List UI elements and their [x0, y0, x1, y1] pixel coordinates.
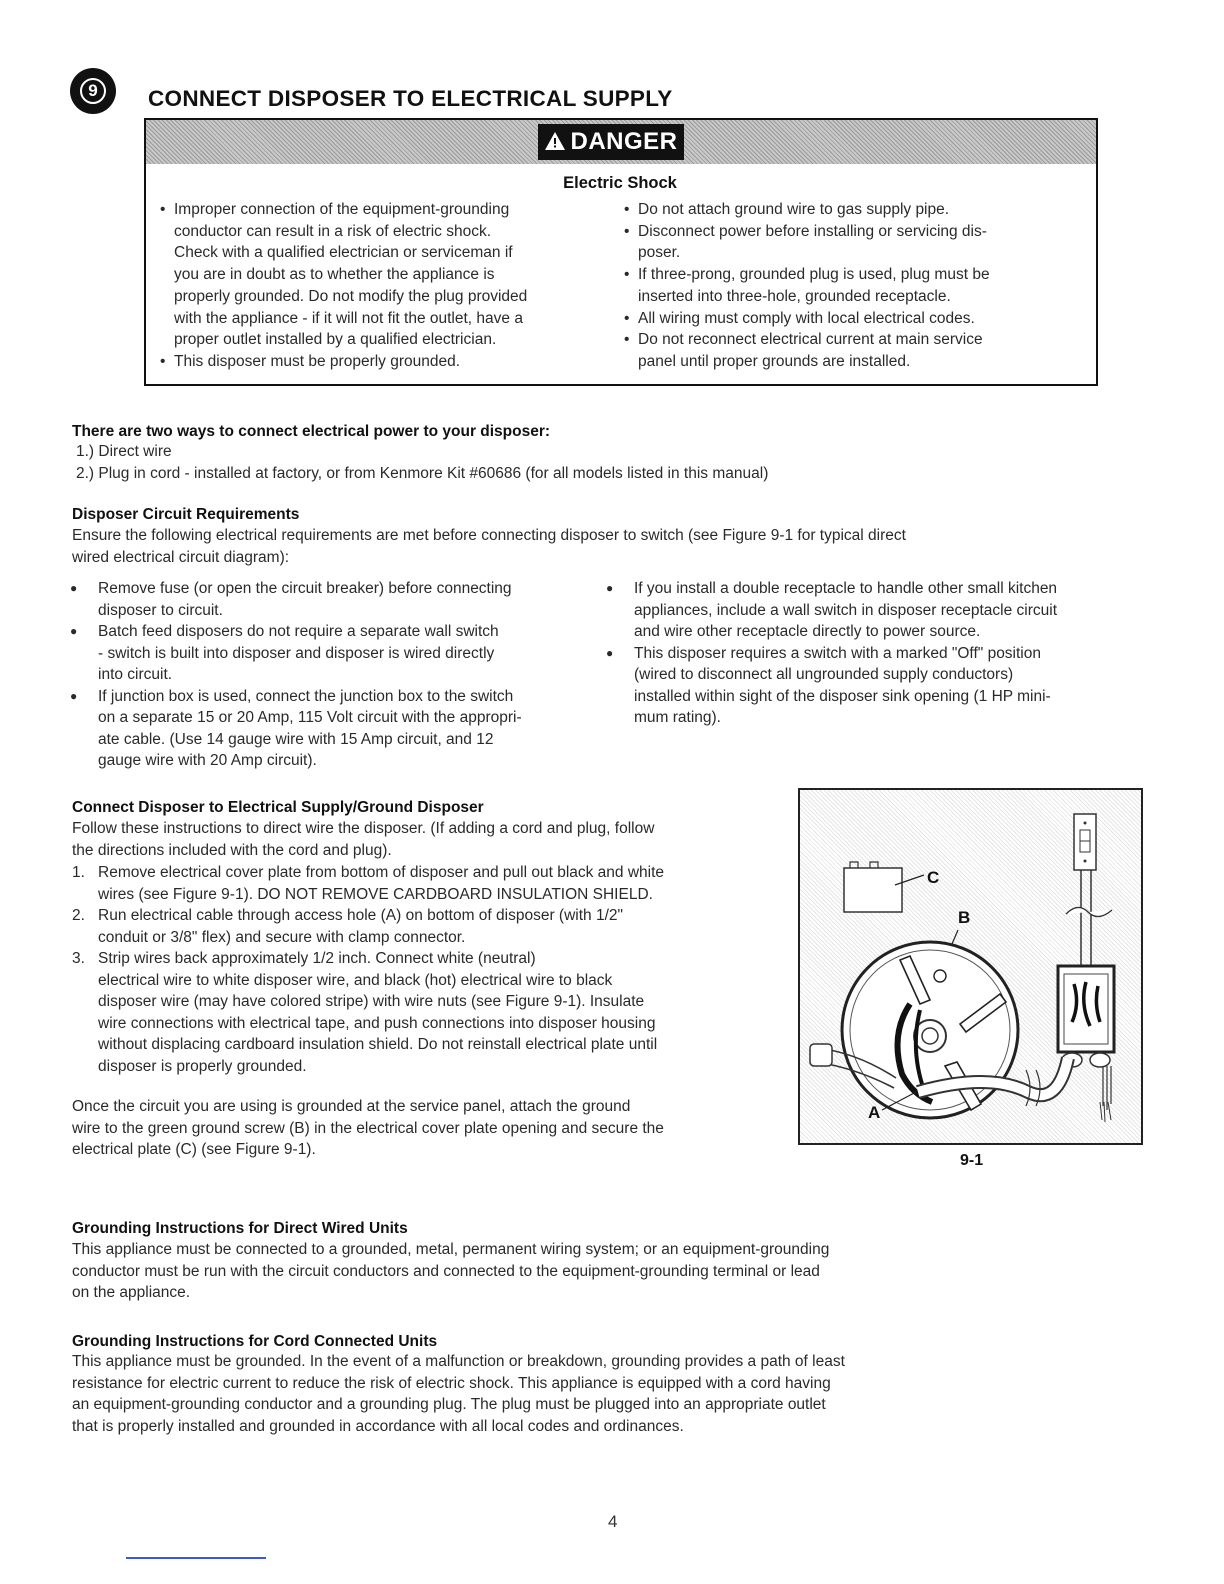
connect-outro	[72, 1096, 792, 1161]
bullet-line: (wired to disconnect all ungrounded supply conductors)	[634, 666, 1014, 683]
page-number: 4	[608, 1512, 618, 1531]
bullet-dot-icon: ●	[606, 581, 614, 595]
bullet-dot-icon: •	[624, 331, 630, 349]
grounding-cord-heading: Grounding Instructions for Cord Connected Units	[72, 1333, 438, 1350]
bullet-dot-icon: •	[624, 222, 630, 240]
bullet-dot-icon: •	[160, 352, 166, 370]
grounding-direct-text	[72, 1239, 1152, 1304]
bullet-dot-icon: ●	[70, 624, 78, 638]
ways-list-item: 1.) Direct wire	[76, 443, 172, 460]
grounding-cord-line: that is properly installed and grounded in accordance with all local codes and ordinances.	[72, 1417, 684, 1435]
step-number-label: 3.	[72, 950, 85, 967]
connect-outro-line: electrical plate (C) (see Figure 9-1).	[72, 1141, 316, 1158]
circuit-intro-line: Ensure the following electrical requirements are met before connecting disposer to switch (see Figure 9-1 for typical direct	[72, 527, 906, 544]
bullet-dot-icon: ●	[70, 581, 78, 595]
grounding-cord-line: an equipment-grounding conductor and a grounding plug. The plug must be plugged into an appropriate outlet	[72, 1396, 826, 1413]
connect-step-line: Run electrical cable through access hole (A) on bottom of disposer (with 1/2"	[98, 907, 624, 924]
grounding-cord-line: This appliance must be grounded. In the event of a malfunction or breakdown, grounding provides a path of least	[72, 1353, 845, 1370]
connect-outro-line: Once the circuit you are using is grounded at the service panel, attach the ground	[72, 1098, 631, 1115]
step-number-label: 1.	[72, 864, 85, 881]
figure-9-1-wiring-diagram	[798, 788, 1143, 1145]
bullet-line: properly grounded. Do not modify the plug provided	[174, 287, 528, 305]
bullet-dot-icon: •	[624, 201, 630, 218]
bullet-dot-icon: ●	[70, 688, 78, 703]
bullet-line: installed within sight of the disposer sink opening (1 HP mini-	[634, 687, 1051, 705]
step-number-badge	[70, 68, 116, 114]
circuit-intro	[72, 525, 1132, 568]
bullet-item	[606, 643, 1146, 729]
bullet-line: into circuit.	[98, 666, 173, 683]
connect-steps-list	[72, 862, 792, 1077]
bullet-line: Improper connection of the equipment-grounding	[174, 201, 510, 218]
bullet-line: If three-prong, grounded plug is used, plug must be	[638, 266, 990, 284]
bullet-line: appliances, include a wall switch in disposer receptacle circuit	[634, 601, 1058, 619]
bullet-line: with the appliance - if it will not fit the outlet, have a	[174, 309, 523, 327]
bullet-line: Remove fuse (or open the circuit breaker) before connecting	[98, 580, 512, 597]
label-c: C	[927, 868, 940, 887]
ways-list	[76, 441, 768, 484]
bullet-item	[624, 329, 1084, 372]
danger-label-text: DANGER	[570, 128, 678, 155]
connect-step-line: disposer is properly grounded.	[98, 1057, 307, 1075]
connect-step-line: without displacing cardboard insulation shield. Do not reinstall electrical plate until	[98, 1036, 658, 1053]
grounding-cord-line: resistance for electric current to reduce the risk of electric shock. This appliance is equipped with a cord having	[72, 1374, 831, 1392]
circuit-intro-line: wired electrical circuit diagram):	[72, 548, 290, 566]
bullet-line: All wiring must comply with local electrical codes.	[638, 309, 975, 327]
danger-right-column	[624, 199, 1084, 373]
page-title: CONNECT DISPOSER TO ELECTRICAL SUPPLY	[148, 86, 673, 111]
grounding-direct-line: This appliance must be connected to a grounded, metal, permanent wiring system; or an equipment-grounding	[72, 1241, 830, 1258]
footer-rule	[126, 1557, 266, 1559]
connect-step-line: wires (see Figure 9-1). DO NOT REMOVE CARDBOARD INSULATION SHIELD.	[98, 885, 653, 903]
bullet-line: Do not reconnect electrical current at main service	[638, 331, 983, 349]
bullet-line: you are in doubt as to whether the appliance is	[174, 266, 495, 284]
ways-list-item: 2.) Plug in cord - installed at factory, or from Kenmore Kit #60686 (for all models listed in this manual)	[76, 464, 769, 482]
label-a: A	[868, 1103, 881, 1122]
bullet-line: This disposer must be properly grounded.	[174, 352, 461, 370]
bullet-item	[624, 308, 1084, 330]
bullet-dot-icon: •	[160, 201, 166, 218]
circuit-heading: Disposer Circuit Requirements	[72, 506, 300, 523]
bullet-line: Batch feed disposers do not require a separate wall switch	[98, 623, 499, 640]
bullet-dot-icon: •	[624, 266, 630, 284]
connect-heading: Connect Disposer to Electrical Supply/Ground Disposer	[72, 799, 484, 816]
connect-step-line: Remove electrical cover plate from bottom of disposer and pull out black and white	[98, 864, 665, 881]
bullet-dot-icon: ●	[606, 645, 614, 660]
circuit-right-column	[606, 578, 1146, 729]
bullet-line: poser.	[638, 244, 681, 262]
connect-step-item	[72, 948, 792, 1077]
bullet-line: gauge wire with 20 Amp circuit).	[98, 752, 317, 769]
step-number: 9	[80, 78, 106, 104]
bullet-line: proper outlet installed by a qualified electrician.	[174, 331, 497, 349]
bullet-item	[70, 578, 610, 621]
connect-step-item	[72, 905, 792, 948]
connect-step-line: Strip wires back approximately 1/2 inch. Connect white (neutral)	[98, 950, 536, 967]
bullet-item	[624, 199, 1084, 221]
bullet-line: ate cable. (Use 14 gauge wire with 15 Amp circuit, and 12	[98, 730, 494, 748]
grounding-direct-line: conductor must be run with the circuit conductors and connected to the equipment-grounding terminal or lead	[72, 1262, 820, 1280]
danger-left-column	[160, 199, 610, 373]
bullet-item	[70, 621, 610, 686]
step-number-label: 2.	[72, 907, 85, 924]
bullet-line: disposer to circuit.	[98, 601, 223, 619]
connect-intro-line: Follow these instructions to direct wire the disposer. (If adding a cord and plug, follow	[72, 820, 655, 837]
figure-caption: 9-1	[960, 1152, 984, 1169]
bullet-line: on a separate 15 or 20 Amp, 115 Volt circuit with the appropri-	[98, 709, 522, 726]
bullet-line: mum rating).	[634, 709, 721, 726]
label-b: B	[958, 908, 971, 927]
danger-label	[538, 124, 684, 160]
connect-outro-line: wire to the green ground screw (B) in the electrical cover plate opening and secure the	[72, 1119, 664, 1137]
bullet-line: Disconnect power before installing or servicing dis-	[638, 222, 987, 240]
connect-step-line: wire connections with electrical tape, and push connections into disposer housing	[98, 1014, 656, 1032]
bullet-dot-icon: •	[624, 309, 630, 327]
bullet-line: If junction box is used, connect the junction box to the switch	[98, 687, 514, 705]
circuit-left-column	[70, 578, 610, 772]
bullet-line: inserted into three-hole, grounded receptacle.	[638, 287, 951, 305]
grounding-cord-text	[72, 1351, 1152, 1437]
warning-triangle-icon	[544, 124, 566, 160]
bullet-item	[160, 199, 610, 351]
bullet-line: - switch is built into disposer and disposer is wired directly	[98, 644, 495, 662]
bullet-line: conductor can result in a risk of electric shock.	[174, 222, 492, 240]
bullet-line: If you install a double receptacle to handle other small kitchen	[634, 580, 1058, 597]
electrical-cover-plate-c	[844, 868, 902, 912]
connect-step-line: conduit or 3/8" flex) and secure with clamp connector.	[98, 928, 466, 946]
bullet-item	[624, 221, 1084, 264]
ways-heading: There are two ways to connect electrical power to your disposer:	[72, 423, 551, 440]
connect-step-line: electrical wire to white disposer wire, and black (hot) electrical wire to black	[98, 971, 613, 989]
grounding-direct-line: on the appliance.	[72, 1284, 191, 1301]
grounding-direct-heading: Grounding Instructions for Direct Wired Units	[72, 1220, 408, 1237]
bullet-line: panel until proper grounds are installed.	[638, 352, 911, 370]
connect-intro-line: the directions included with the cord and plug).	[72, 841, 392, 859]
bullet-item	[624, 264, 1084, 307]
danger-header-bar	[146, 120, 1096, 164]
danger-subtitle: Electric Shock	[563, 174, 677, 192]
bullet-item	[160, 351, 610, 373]
bullet-item	[606, 578, 1146, 643]
bullet-line: This disposer requires a switch with a marked "Off" position	[634, 644, 1041, 662]
wiring-diagram-illustration	[800, 790, 1141, 1143]
bullet-item	[70, 686, 610, 772]
connect-step-item	[72, 862, 792, 905]
bullet-line: and wire other receptacle directly to power source.	[634, 623, 981, 640]
bullet-line: Do not attach ground wire to gas supply pipe.	[638, 201, 950, 218]
connect-step-line: disposer wire (may have colored stripe) with wire nuts (see Figure 9-1). Insulate	[98, 993, 645, 1010]
bullet-line: Check with a qualified electrician or serviceman if	[174, 244, 513, 262]
connect-intro	[72, 818, 792, 861]
